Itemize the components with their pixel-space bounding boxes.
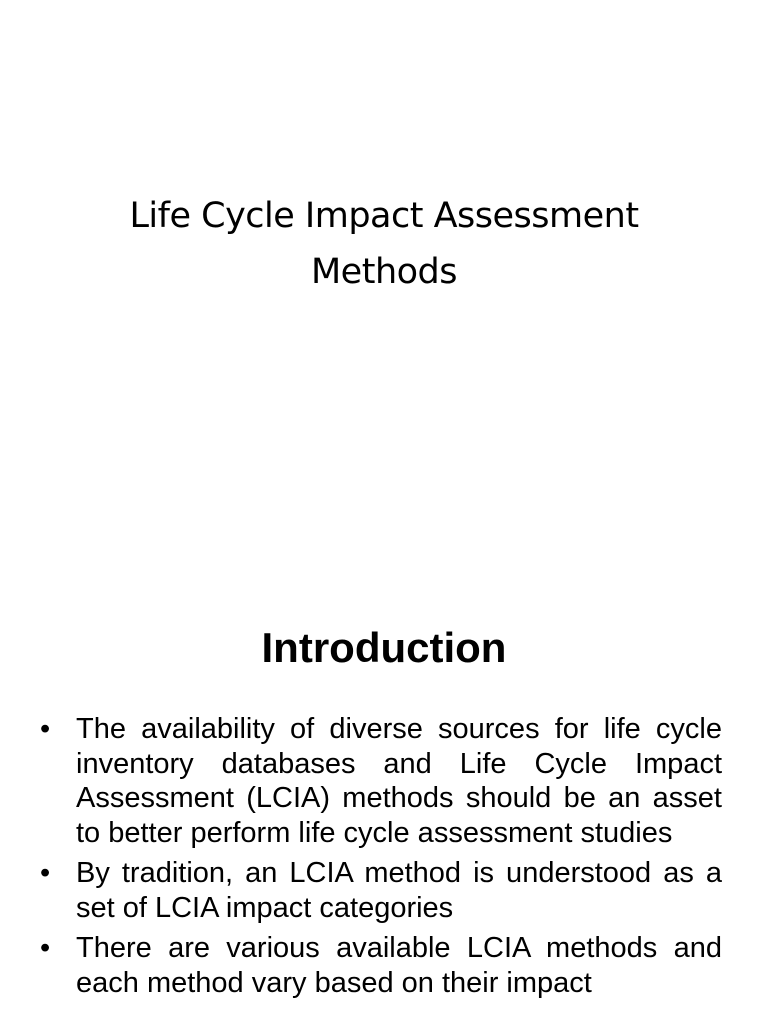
bullet-list [40, 712, 722, 1006]
bullet-icon: • [40, 857, 51, 889]
introduction-heading: Introduction [261, 624, 507, 671]
bullet-text-1: The availability of diverse sources for life cycle inventory databases and Life Cycle Impact Assessment (LCIA) methods should be an asset to better perform life cycle assessment studies [76, 713, 722, 849]
slide-title-line-1: Life Cycle Impact Assessment [129, 196, 639, 236]
slide-title [60, 188, 708, 300]
bullet-text-3: There are various available LCIA methods and each method vary based on their impact [76, 932, 722, 999]
introduction-slide [0, 576, 768, 1024]
bullet-item-1 [40, 712, 722, 850]
bullet-icon: • [40, 713, 51, 745]
bullet-text-2: By tradition, an LCIA method is understood as a set of LCIA impact categories [76, 857, 722, 924]
slide-title-line-2: Methods [310, 252, 457, 292]
bullet-item-3 [40, 931, 722, 1000]
bullet-icon: • [40, 932, 51, 964]
bullet-item-2 [40, 856, 722, 925]
